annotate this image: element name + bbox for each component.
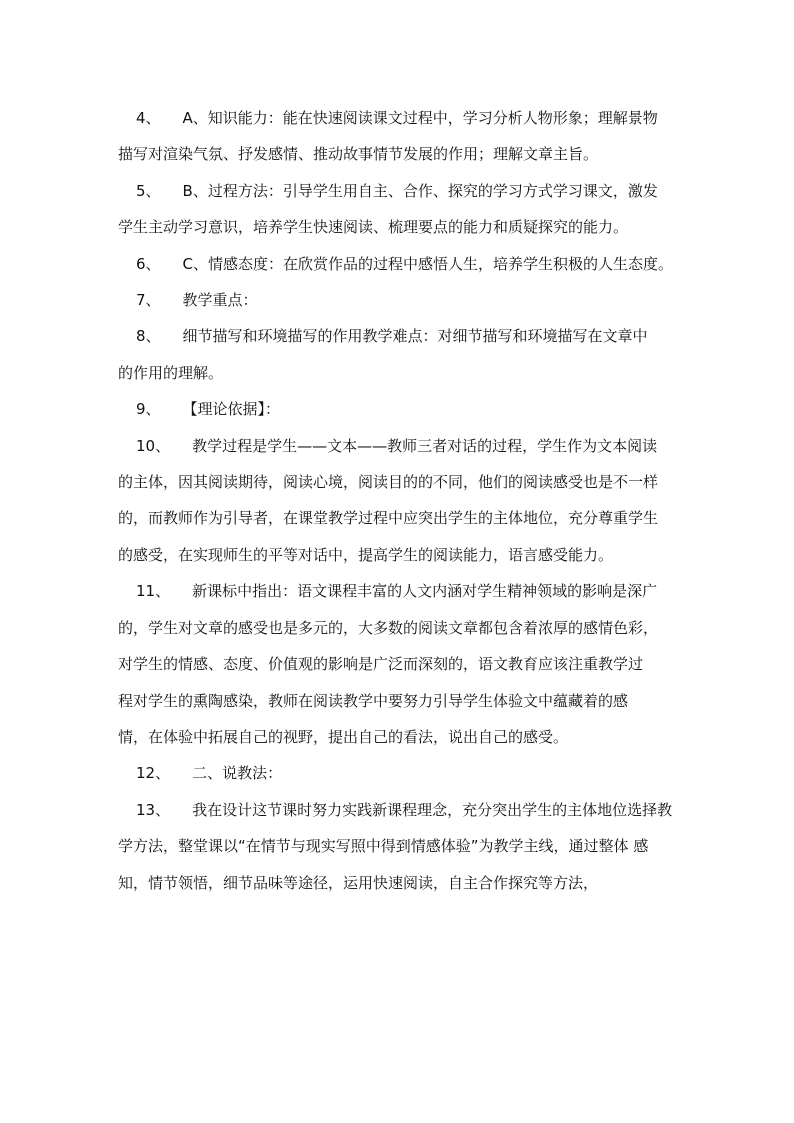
line-text: A、知识能力：能在快速阅读课文过程中，学习分析人物形象；理解景物 bbox=[182, 109, 658, 127]
paragraph-line bbox=[118, 136, 678, 172]
paragraph-line bbox=[118, 573, 678, 609]
paragraph-number: 10、 bbox=[136, 436, 171, 455]
numbered-paragraph bbox=[118, 173, 678, 246]
paragraph-number: 9、 bbox=[136, 400, 161, 419]
line-text: 的，学生对文章的感受也是多元的，大多数的阅读文章都包含着浓厚的感情色彩， bbox=[118, 618, 659, 637]
paragraph-line bbox=[118, 100, 678, 136]
numbered-paragraph bbox=[118, 573, 678, 755]
paragraph-line bbox=[118, 683, 678, 719]
line-text: 对学生的情感、态度、价值观的影响是广泛而深刻的，语文教育应该注重教学过 bbox=[118, 655, 644, 674]
paragraph-line bbox=[118, 318, 678, 354]
paragraph-number: 5、 bbox=[136, 181, 161, 200]
paragraph-line bbox=[118, 500, 678, 536]
line-text: 细节描写和环境描写的作用教学难点：对细节描写和环境描写在文章中 bbox=[182, 327, 648, 346]
paragraph-line bbox=[118, 719, 678, 755]
paragraph-line bbox=[118, 646, 678, 682]
numbered-paragraph bbox=[118, 391, 678, 427]
numbered-paragraph bbox=[118, 755, 678, 791]
line-text: 新课标中指出：语文课程丰富的人文内涵对学生精神领域的影响是深广 bbox=[192, 582, 658, 601]
numbered-paragraph bbox=[118, 428, 678, 574]
paragraph-number: 8、 bbox=[136, 327, 161, 346]
line-text: 描写对渲染气氛、抒发感情、推动故事情节发展的作用；理解文章主旨。 bbox=[118, 145, 599, 164]
line-text: 教学过程是学生——文本——教师三者对话的过程，学生作为文本阅读 bbox=[192, 436, 658, 455]
paragraph-line bbox=[118, 610, 678, 646]
numbered-paragraph bbox=[118, 282, 678, 318]
line-text: 学生主动学习意识，培养学生快速阅读、梳理要点的能力和质疑探究的能力。 bbox=[118, 218, 629, 237]
paragraph-line bbox=[118, 209, 678, 245]
line-text: 情，在体验中拓展自己的视野，提出自己的看法，说出自己的感受。 bbox=[118, 727, 569, 746]
paragraph-line bbox=[118, 391, 678, 427]
paragraph-line bbox=[118, 865, 678, 901]
paragraph-number: 11、 bbox=[136, 582, 171, 601]
document-body bbox=[118, 100, 678, 901]
paragraph-line bbox=[118, 828, 678, 864]
paragraph-number: 13、 bbox=[136, 800, 171, 819]
paragraph-number: 7、 bbox=[136, 291, 161, 310]
line-text: 二、说教法： bbox=[192, 764, 283, 783]
paragraph-line bbox=[118, 282, 678, 318]
line-text: 的作用的理解。 bbox=[118, 363, 224, 382]
paragraph-line bbox=[118, 792, 678, 828]
numbered-paragraph bbox=[118, 246, 678, 282]
paragraph-number: 4、 bbox=[136, 109, 161, 127]
line-text: 【理论依据】： bbox=[182, 400, 281, 419]
line-text: 程对学生的熏陶感染，教师在阅读教学中要努力引导学生体验文中蕴藏着的感 bbox=[118, 691, 629, 710]
numbered-paragraph bbox=[118, 100, 678, 173]
line-text: 教学重点： bbox=[182, 291, 258, 310]
paragraph-line bbox=[118, 537, 678, 573]
line-text: 我在设计这节课时努力实践新课程理念，充分突出学生的主体地位选择教 bbox=[192, 800, 673, 819]
line-text: B、过程方法：引导学生用自主、合作、探究的学习方式学习课文，激发 bbox=[182, 181, 658, 200]
line-text: 的主体，因其阅读期待，阅读心境，阅读目的的不同，他们的阅读感受也是不一样 bbox=[118, 473, 659, 492]
line-text: 的，而教师作为引导者，在课堂教学过程中应突出学生的主体地位，充分尊重学生 bbox=[118, 509, 659, 528]
paragraph-number: 6、 bbox=[136, 254, 161, 273]
paragraph-line bbox=[118, 755, 678, 791]
line-text: 的感受，在实现师生的平等对话中，提高学生的阅读能力，语言感受能力。 bbox=[118, 545, 614, 564]
paragraph-line bbox=[118, 246, 678, 282]
paragraph-number: 12、 bbox=[136, 764, 171, 783]
paragraph-line bbox=[118, 173, 678, 209]
paragraph-line bbox=[118, 464, 678, 500]
paragraph-line bbox=[118, 355, 678, 391]
line-text: C、情感态度：在欣赏作品的过程中感悟人生，培养学生积极的人生态度。 bbox=[182, 254, 674, 273]
paragraph-line bbox=[118, 428, 678, 464]
line-text: 知，情节领悟，细节品味等途径，运用快速阅读，自主合作探究等方法， bbox=[118, 873, 599, 892]
numbered-paragraph bbox=[118, 318, 678, 391]
line-text: 学方法，整堂课以“在情节与现实写照中得到情感体验”为教学主线，通过整体 感 bbox=[118, 837, 649, 856]
numbered-paragraph bbox=[118, 792, 678, 901]
